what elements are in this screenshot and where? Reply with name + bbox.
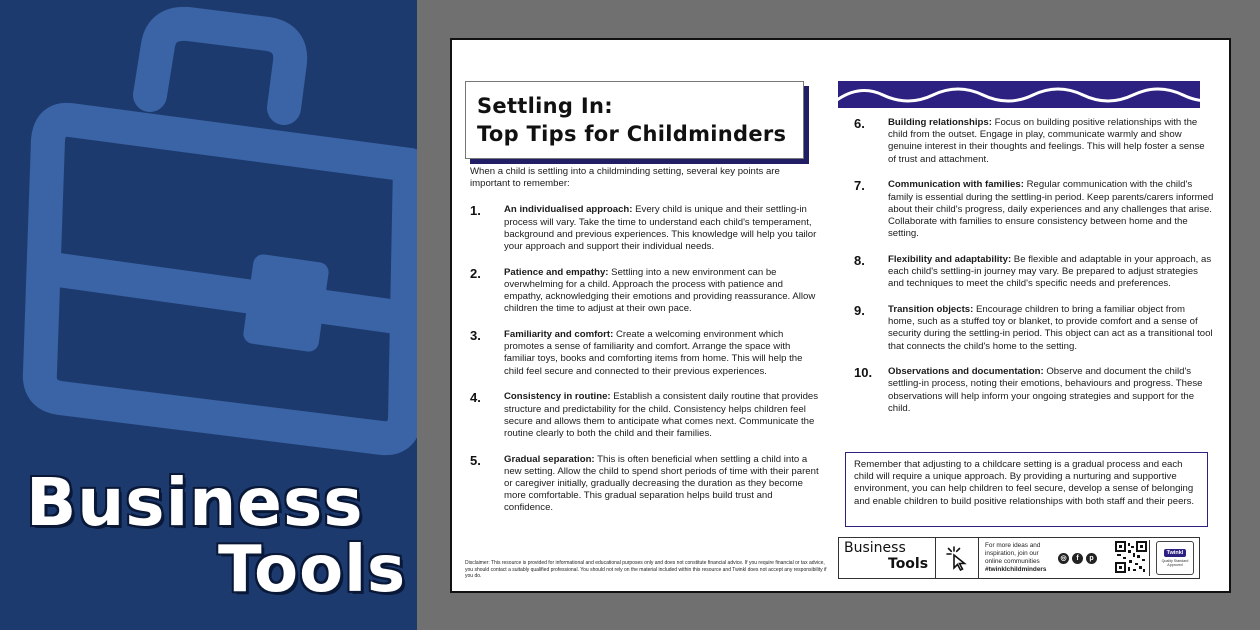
tip-heading: Communication with families: (888, 179, 1024, 191)
tip-text: Focus on building positive relationships with the child from the outset. Engage in play, communicate warmly and show genuine interest in their thoughts and feelings. This will help foster a sense of trust and attachment. (888, 117, 1205, 165)
facebook-icon[interactable]: f (1072, 553, 1083, 564)
tip-text: This is often beneficial when settling a child into a new setting. Allow the child to spend short periods of time with their parent or caregiver initially, gradually decreasing the duration as they become more comfortable. This gradual separation helps build trust and confidence. (504, 453, 819, 514)
quality-badge (1156, 541, 1194, 575)
tip-item (854, 304, 1214, 353)
tip-heading: An individualised approach: (504, 204, 633, 216)
instagram-icon[interactable]: ◎ (1058, 553, 1069, 564)
tip-text: Observe and document the child's settling-in process, noting their emotions, behaviours and progress. These observations will help inform your ongoing strategies and support for the child. (888, 366, 1203, 414)
tip-heading: Gradual separation: (504, 453, 595, 465)
page-title-line1: Settling In: (477, 94, 613, 118)
tip-number: 3. (470, 328, 481, 344)
brand-title: Business (26, 464, 364, 541)
disclaimer-text: Disclaimer: This resource is provided for informational and educational purposes only and does not constitute financial advice. If you require financial or tax advice, you should contact a suitably qualified professional. You should not rely on the material included within this resource and Twinkl does not accept any responsibility if you do. (465, 560, 827, 579)
business-tools-banner (0, 0, 417, 630)
pinterest-icon[interactable]: p (1086, 553, 1097, 564)
tip-text: Encourage children to bring a familiar object from home, such as a stuffed toy or blanket, to provide comfort and a sense of security during the settling-in period. This object can act as a transitional tool that connects the child's home to the setting. (888, 303, 1213, 352)
tip-item (854, 117, 1214, 166)
tip-item (470, 391, 822, 440)
tip-number: 4. (470, 390, 481, 406)
tip-text: Regular communication with the child's family is essential during the settling-in period. Keep parents/carers informed about their child's progress, daily experiences and any challenges that arise. Collaborate with families to ensure consistency between home and the setting. (888, 179, 1214, 240)
intro-text: When a child is settling into a childminding setting, several key points are important to remember: (470, 166, 780, 190)
brand-subtitle: Tools (218, 533, 407, 607)
toolbox-icon (0, 0, 417, 460)
tip-number: 5. (470, 452, 481, 468)
summary-box: Remember that adjusting to a childcare setting is a gradual process and each child will require a unique approach. By providing a nurturing and supportive environment, you can help children to feel secure, develop a sense of belonging and enable children to build positive relationships with both staff and their peers. (845, 452, 1208, 527)
cursor-click-icon (936, 538, 979, 578)
tip-item (470, 204, 822, 253)
tip-number: 2. (470, 265, 481, 281)
social-links (1054, 553, 1112, 564)
community-text (979, 542, 1054, 574)
tip-text: Establish a consistent daily routine that provides structure and predictability for the child. Consistency helps children feel secure and allows them to anticipate what comes next. Communicate the routine clearly to both the child and their families. (504, 391, 819, 439)
document-page (450, 38, 1231, 593)
tip-heading: Consistency in routine: (504, 391, 611, 403)
tip-heading: Building relationships: (888, 117, 992, 128)
tip-heading: Familiarity and comfort: (504, 329, 614, 341)
tip-number: 1. (470, 203, 481, 219)
badge-title: Twinkl (1164, 549, 1187, 557)
tip-number: 10. (854, 365, 873, 381)
tip-item (470, 329, 822, 378)
tip-heading: Transition objects: (888, 303, 974, 315)
tip-number: 6. (854, 116, 865, 131)
tip-number: 7. (854, 178, 865, 194)
tip-heading: Flexibility and adaptability: (888, 253, 1012, 265)
wave-decoration (838, 81, 1200, 108)
footer-logo-line2: Tools (888, 556, 929, 572)
tip-number: 8. (854, 252, 865, 268)
tip-text: Settling into a new environment can be overwhelming for a child. Approach the process with patience and empathy, acknowledging their emotions and providing reassurance. Allow children the time to adjust at their own pace. (504, 266, 816, 315)
page-title-line2: Top Tips for Childminders (477, 122, 787, 146)
badge-text: Quality Standard Approved (1161, 558, 1189, 567)
tip-text: Create a welcoming environment which promotes a sense of familiarity and comfort. Arrange the space with familiar toys, books and comforting items from home. This will help the child feel secure and connected to their previous experiences. (504, 329, 803, 377)
tip-text: Every child is unique and their settling-in process will vary. Take the time to understand each child's temperament, background and previous experiences. This knowledge will help you tailor your approach and support their individual needs. (504, 204, 817, 253)
tip-item (854, 366, 1214, 415)
left-column (470, 166, 822, 528)
tip-heading: Observations and documentation: (888, 366, 1044, 378)
tip-item (854, 254, 1214, 291)
tip-item (470, 267, 822, 316)
footer-logo (839, 538, 936, 578)
tip-heading: Patience and empathy: (504, 266, 609, 278)
tip-item (470, 454, 822, 515)
tip-item (854, 179, 1214, 240)
qr-code (1114, 540, 1150, 576)
right-column (854, 117, 1214, 429)
footer-logo-line1: Business (844, 540, 906, 556)
footer-bar (838, 537, 1200, 579)
title-box (465, 81, 804, 159)
community-hashtag[interactable]: #twinklchildminders (985, 566, 1047, 573)
tip-text: Be flexible and adaptable in your approach, as each child's settling-in journey may vary. Be prepared to adjust strategies and techniques to meet the child's specific needs and preferences. (888, 253, 1212, 290)
tip-number: 9. (854, 302, 865, 318)
community-info: For more ideas and inspiration, join our online communities (985, 542, 1041, 565)
